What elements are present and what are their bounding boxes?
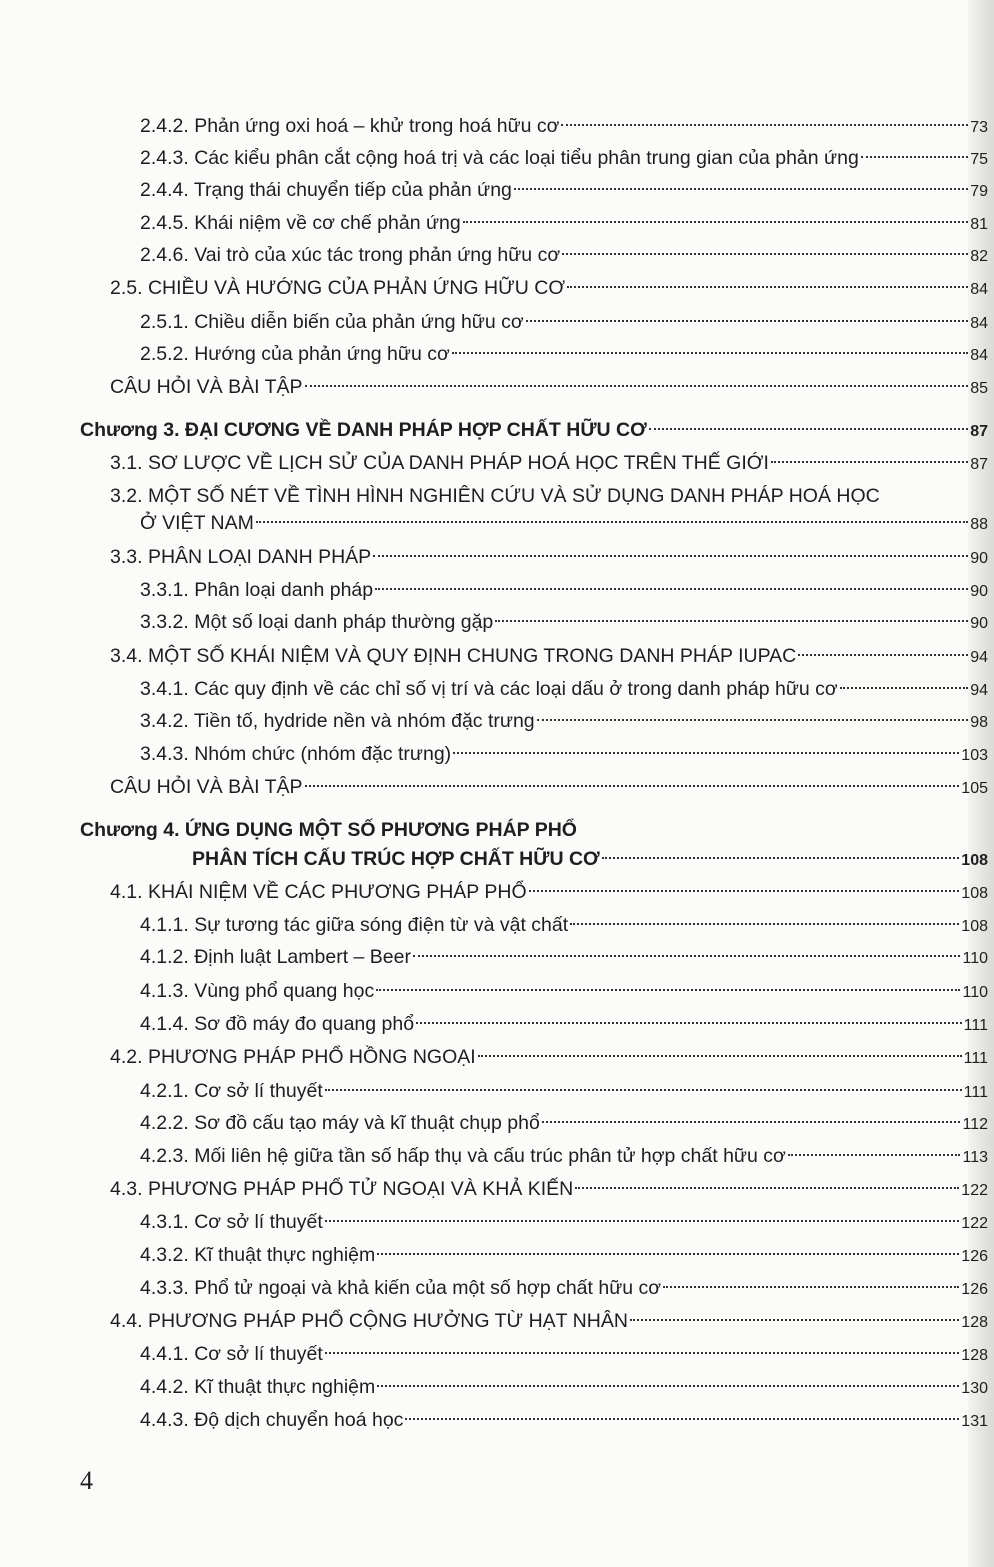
toc-entry-page: 73 [970,119,988,136]
leader-dots [325,1089,962,1091]
toc-entry-title: 4.1.4. Sơ đồ máy đo quang phổ [140,1013,415,1035]
leader-dots [861,156,968,158]
toc-entry [110,1041,988,1073]
toc-entry [140,606,988,638]
leader-dots [495,620,968,622]
leader-dots [562,253,968,255]
toc-entry [140,1371,988,1403]
toc-entry-title: CÂU HỎI VÀ BÀI TẬP [110,376,303,398]
toc-entry-page: 131 [961,1413,988,1430]
toc-entry-page: 84 [970,281,988,298]
toc-entry-title: 4.2.2. Sơ đồ cấu tạo máy và kĩ thuật chụp phổ [140,1112,540,1134]
leader-dots [575,1187,959,1189]
leader-dots [514,188,968,190]
leader-dots [452,352,968,354]
toc-entry-page: 90 [970,615,988,632]
toc-entry-title: 3.4. MỘT SỐ KHÁI NIỆM VÀ QUY ĐỊNH CHUNG TRONG DANH PHÁP IUPAC [110,645,797,667]
toc-entry [140,174,988,206]
toc-entry-title: 2.4.6. Vai trò của xúc tác trong phản ứng hữu cơ [140,244,561,266]
toc-entry-page: 81 [970,216,988,233]
toc-entry-title: 3.3.2. Một số loại danh pháp thường gặp [140,611,494,633]
toc-entry-page: 128 [961,1314,988,1331]
toc-entry-page: 111 [963,1017,988,1034]
leader-dots [529,890,960,892]
toc-entry [110,1305,988,1337]
toc-entry [110,876,988,908]
toc-entry-title: 3.4.3. Nhóm chức (nhóm đặc trưng) [140,743,452,765]
leader-dots [798,654,968,656]
toc-chapter-entry [192,843,988,875]
toc-entry-title: 4.3.1. Cơ sở lí thuyết [140,1211,323,1233]
toc-entry-title: Ở VIỆT NAM [140,512,254,534]
toc-entry-title: 4.3.2. Kĩ thuật thực nghiệm [140,1244,376,1266]
toc-entry-title: 4.4. PHƯƠNG PHÁP PHỔ CỘNG HƯỞNG TỪ HẠT NHÂN [110,1310,628,1332]
toc-entry-page: 87 [970,423,988,440]
leader-dots [840,687,969,689]
toc-entry-title: 3.3. PHÂN LOẠI DANH PHÁP [110,546,372,568]
toc-entry [140,1239,988,1271]
toc-entry-page: 112 [962,1116,988,1133]
toc-entry-title: 3.1. SƠ LƯỢC VỀ LỊCH SỬ CỦA DANH PHÁP HOÁ HỌC TRÊN THẾ GIỚI [110,452,769,474]
page-number: 4 [80,1466,93,1495]
toc-entry-page: 103 [961,747,988,764]
toc-entry-title: 4.1.1. Sự tương tác giữa sóng điện từ và vật chất [140,914,569,936]
toc-entry [140,975,988,1007]
toc-entry-page: 128 [961,1347,988,1364]
leader-dots [305,385,969,387]
leader-dots [788,1154,961,1156]
toc-entry-title: CÂU HỎI VÀ BÀI TẬP [110,776,303,798]
leader-dots [377,1385,959,1387]
leader-dots [413,955,960,957]
toc-entry-title: 4.1.3. Vùng phổ quang học [140,980,375,1002]
toc-entry-title: 2.4.2. Phản ứng oxi hoá – khử trong hoá hữu cơ [140,115,560,137]
leader-dots [416,1022,962,1024]
toc-entry-page: 111 [963,1050,988,1067]
toc-entry-page: 122 [961,1215,988,1232]
toc-entry-page: 111 [963,1084,988,1101]
toc-entry-page: 79 [970,183,988,200]
toc-entry [140,142,988,174]
toc-entry-title: 2.4.5. Khái niệm về cơ chế phản ứng [140,212,461,234]
toc-entry [140,909,988,941]
toc-entry [140,574,988,606]
toc-entry-title: 4.1.2. Định luật Lambert – Beer [140,946,411,968]
leader-dots [453,752,959,754]
toc-entry-title: Chương 3. ĐẠI CƯƠNG VỀ DANH PHÁP HỢP CHẤT HỮU CƠ [80,419,647,441]
toc-entry [110,272,988,304]
toc-entry [140,1206,988,1238]
leader-dots [256,521,968,523]
toc-entry-page: 110 [962,950,988,967]
toc-entry-page: 126 [961,1248,988,1265]
toc-entry-page: 98 [970,714,988,731]
toc-entry-page: 105 [961,780,988,797]
toc-entry-title: 4.4.1. Cơ sở lí thuyết [140,1343,323,1365]
leader-dots [771,461,968,463]
toc-entry-title: 4.4.2. Kĩ thuật thực nghiệm [140,1376,376,1398]
leader-dots [377,1253,959,1255]
toc-entry-page: 110 [962,984,988,1001]
toc-entry-page: 84 [970,347,988,364]
leader-dots [373,555,968,557]
toc-entry [140,1140,988,1172]
leader-dots [630,1319,959,1321]
leader-dots [325,1352,960,1354]
toc-entry-page: 126 [961,1281,988,1298]
toc-entry-page: 108 [961,885,988,902]
toc-entry-page: 85 [970,380,988,397]
toc-entry [140,1272,988,1304]
toc-entry-page: 94 [970,682,988,699]
toc-entry [140,1107,988,1139]
leader-dots [375,588,968,590]
toc-entry [110,371,988,403]
toc-entry-title: 4.2. PHƯƠNG PHÁP PHỔ HỒNG NGOẠI [110,1046,476,1068]
toc-entry-page: 122 [961,1182,988,1199]
leader-dots [602,857,960,859]
toc-entry-title: 4.3. PHƯƠNG PHÁP PHỔ TỬ NGOẠI VÀ KHẢ KIẾN [110,1178,574,1200]
toc-entry [140,507,988,539]
toc-entry [110,541,988,573]
toc-entry [140,1075,988,1107]
toc-entry-page: 130 [961,1380,988,1397]
leader-dots [405,1418,959,1420]
toc-entry-title: 2.4.3. Các kiểu phân cắt cộng hoá trị và các loại tiểu phân trung gian của phản ứng [140,147,859,169]
toc-entry-title: 4.4.3. Độ dịch chuyển hoá học [140,1409,404,1431]
toc-entry [140,705,988,737]
leader-dots [570,923,959,925]
toc-entry-title: 4.3.3. Phổ tử ngoại và khả kiến của một số hợp chất hữu cơ [140,1277,662,1299]
toc-entry [110,771,988,803]
toc-entry [140,110,988,142]
toc-chapter-entry [80,414,988,446]
leader-dots [542,1121,961,1123]
toc-entry-page: 87 [970,456,988,473]
leader-dots [663,1286,959,1288]
toc-entry [110,447,988,479]
toc-entry-title: 4.2.3. Mối liên hệ giữa tần số hấp thụ và cấu trúc phân tử hợp chất hữu cơ [140,1145,786,1167]
toc-entry-page: 90 [970,550,988,567]
toc-entry [140,1404,988,1436]
leader-dots [463,221,969,223]
toc-entry-title: 2.5.2. Hướng của phản ứng hữu cơ [140,343,450,365]
toc-entry [140,239,988,271]
leader-dots [649,428,968,430]
toc-entry [140,306,988,338]
toc-entry-page: 90 [970,583,988,600]
toc-entry-title: 2.4.4. Trạng thái chuyển tiếp của phản ứng [140,179,512,201]
leader-dots [526,320,969,322]
toc-entry [110,1173,988,1205]
toc-entry-title: 3.4.1. Các quy định về các chỉ số vị trí và các loại dấu ở trong danh pháp hữu cơ [140,678,838,700]
leader-dots [537,719,969,721]
toc-entry-page: 108 [961,918,988,935]
toc-entry [140,1008,988,1040]
toc-entry-title-line: 3.2. MỘT SỐ NÉT VỀ TÌNH HÌNH NGHIÊN CỨU VÀ SỬ DỤNG DANH PHÁP HOÁ HỌC [110,485,880,507]
toc-entry [140,673,988,705]
leader-dots [305,785,960,787]
leader-dots [376,989,960,991]
toc-entry-title: 3.4.2. Tiền tố, hydride nền và nhóm đặc trưng [140,710,535,732]
toc-entry-page: 82 [970,248,988,265]
toc-entry-page: 84 [970,315,988,332]
toc-entry-title: 2.5.1. Chiều diễn biến của phản ứng hữu cơ [140,311,524,333]
toc-entry-page: 88 [970,516,988,533]
leader-dots [567,286,968,288]
toc-entry [110,640,988,672]
toc-entry-title: 2.5. CHIỀU VÀ HƯỚNG CỦA PHẢN ỨNG HỮU CƠ [110,277,566,299]
toc-entry [140,207,988,239]
toc-entry-title: 4.1. KHÁI NIỆM VỀ CÁC PHƯƠNG PHÁP PHỔ [110,881,527,903]
toc-entry-page: 94 [970,649,988,666]
toc-entry-page: 113 [962,1149,988,1166]
toc-entry-title: PHÂN TÍCH CẤU TRÚC HỢP CHẤT HỮU CƠ [192,848,600,870]
toc-entry-title: 3.3.1. Phân loại danh pháp [140,579,374,601]
leader-dots [325,1220,960,1222]
toc-entry-page: 75 [970,151,988,168]
toc-entry-title: 4.2.1. Cơ sở lí thuyết [140,1080,323,1102]
toc-entry [140,1338,988,1370]
toc-chapter-title-line: Chương 4. ỨNG DỤNG MỘT SỐ PHƯƠNG PHÁP PHỔ [80,819,577,841]
toc-entry [140,941,988,973]
leader-dots [478,1055,962,1057]
toc-entry [140,738,988,770]
leader-dots [561,124,968,126]
toc-entry-page: 108 [961,852,988,869]
toc-entry [140,338,988,370]
